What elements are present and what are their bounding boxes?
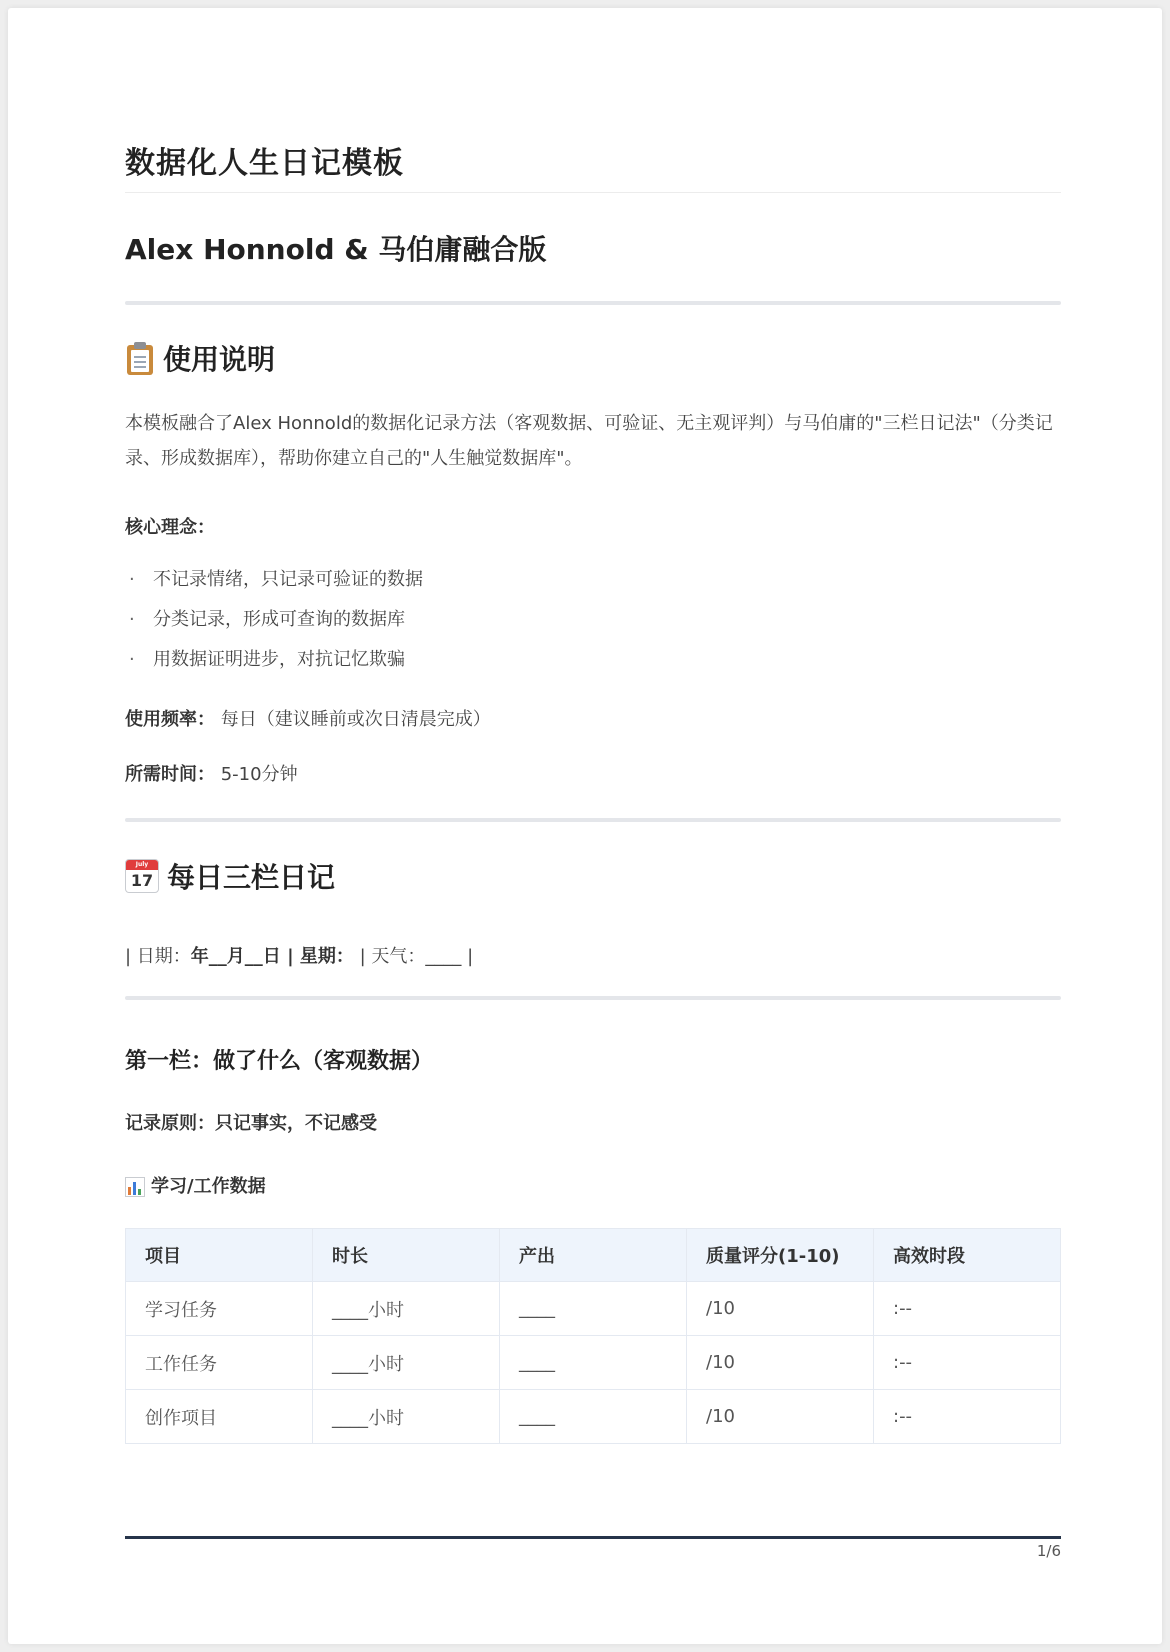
table-header: 项目 xyxy=(126,1229,313,1282)
table-cell: ____ xyxy=(500,1336,687,1390)
time-value: 5-10分钟 xyxy=(220,764,298,785)
section-divider xyxy=(125,818,1061,822)
table-header: 高效时段 xyxy=(874,1229,1061,1282)
table-cell: /10 xyxy=(687,1390,874,1444)
usage-heading xyxy=(125,338,275,378)
daily-heading-text: 每日三栏日记 xyxy=(167,861,336,894)
table-cell: :-- xyxy=(874,1390,1061,1444)
table-cell: ____ xyxy=(500,1282,687,1336)
table-cell: ____ xyxy=(500,1390,687,1444)
weather-field: | 天气：____ | xyxy=(353,946,474,967)
table-header: 产出 xyxy=(500,1229,687,1282)
usage-intro: 本模板融合了Alex Honnold的数据化记录方法（客观数据、可验证、无主观评判）与马伯庸的"三栏日记法"（分类记录、形成数据库），帮助你建立自己的"人生触觉数据库"。 xyxy=(125,413,1053,469)
table-cell: /10 xyxy=(687,1336,874,1390)
table-cell: 创作项目 xyxy=(126,1390,313,1444)
table-row xyxy=(126,1390,1061,1444)
table-row xyxy=(126,1282,1061,1336)
page-number: 1/6 xyxy=(1036,1542,1061,1560)
table-cell: 学习任务 xyxy=(126,1282,313,1336)
time-row xyxy=(125,760,298,786)
title-divider xyxy=(125,192,1061,193)
section-divider xyxy=(125,301,1061,305)
footer-divider xyxy=(125,1536,1061,1539)
table-cell: /10 xyxy=(687,1282,874,1336)
table-header: 质量评分(1-10) xyxy=(687,1229,874,1282)
table-cell: ____小时 xyxy=(313,1336,500,1390)
list-item: · 用数据证明进步，对抗记忆欺骗 xyxy=(129,649,405,670)
date-value: 年__月__日 xyxy=(190,946,281,967)
frequency-label: 使用频率： xyxy=(125,709,215,730)
study-work-table xyxy=(125,1228,1061,1444)
frequency-row xyxy=(125,705,491,731)
usage-heading-text: 使用说明 xyxy=(163,343,276,376)
column1-principle: 记录原则：只记事实，不记感受 xyxy=(125,1113,377,1134)
clipboard-icon xyxy=(125,341,155,375)
document-title: 数据化人生日记模板 xyxy=(125,146,404,181)
table-cell: ____小时 xyxy=(313,1282,500,1336)
table-cell: ____小时 xyxy=(313,1390,500,1444)
table-row xyxy=(126,1336,1061,1390)
document-page xyxy=(8,8,1162,1644)
document-subtitle: Alex Honnold & 马伯庸融合版 xyxy=(125,233,547,266)
core-list xyxy=(125,560,423,680)
time-label: 所需时间： xyxy=(125,764,215,785)
table-cell: 工作任务 xyxy=(126,1336,313,1390)
table-title: 学习/工作数据 xyxy=(125,1172,266,1198)
table-cell: :-- xyxy=(874,1336,1061,1390)
section-divider xyxy=(125,996,1061,1000)
date-weather-line: | 日期：年__月__日 | 星期： | 天气：____ | xyxy=(125,946,474,967)
week-label: 星期： xyxy=(299,946,354,967)
list-item: · 分类记录，形成可查询的数据库 xyxy=(129,609,405,630)
calendar-icon: July 17 xyxy=(125,859,159,893)
list-item: · 不记录情绪，只记录可验证的数据 xyxy=(129,569,423,590)
table-cell: :-- xyxy=(874,1282,1061,1336)
table-header: 时长 xyxy=(313,1229,500,1282)
bar-chart-icon xyxy=(125,1177,145,1197)
column1-heading: 第一栏：做了什么（客观数据） xyxy=(125,1049,434,1074)
core-label: 核心理念： xyxy=(125,517,215,538)
frequency-value: 每日（建议睡前或次日清晨完成） xyxy=(220,709,491,730)
date-label: 日期： xyxy=(136,946,191,967)
table-header-row xyxy=(126,1229,1061,1282)
daily-heading xyxy=(125,856,335,896)
